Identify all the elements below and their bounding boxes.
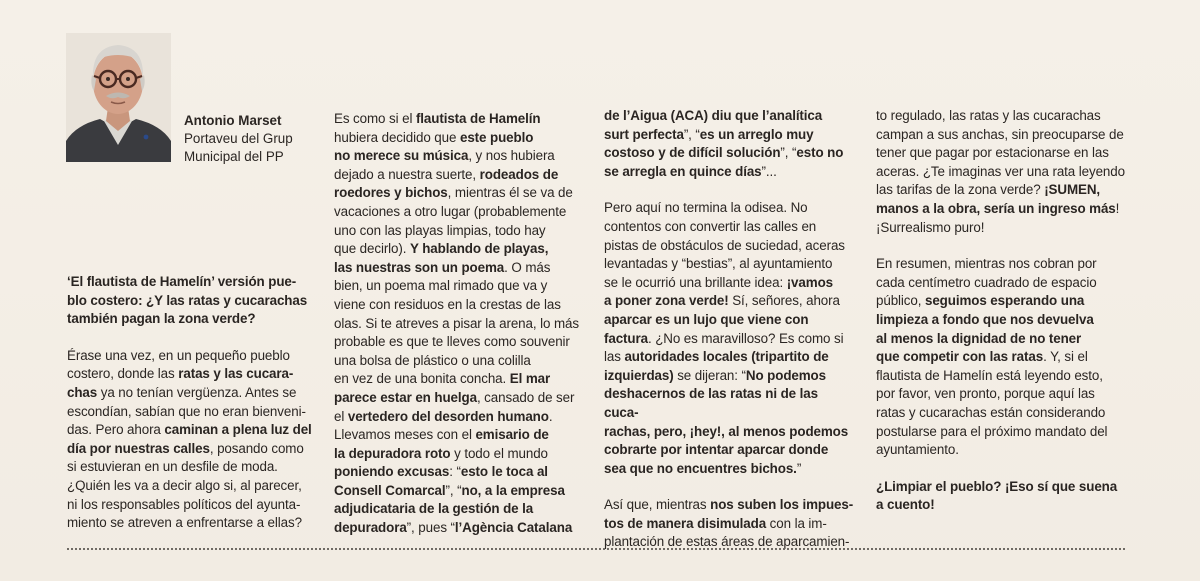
text-run: Sí, señores, ahora: [728, 293, 840, 309]
text-run: to regulado, las ratas y las cucarachas: [876, 108, 1101, 123]
text-run: ¡SUMEN,: [1044, 182, 1101, 198]
text-run: escondían, sabían que no eran bienveni-: [67, 403, 306, 419]
text-run: olas. Si te atreves a pisar la arena, lo más: [334, 315, 579, 331]
text-run: seguimos esperando una: [924, 293, 1085, 309]
text-run: El mar: [509, 371, 551, 387]
text-run: las nuestras son un poema: [334, 259, 505, 275]
text-run: chas: [67, 384, 98, 400]
text-run: no, a la empresa: [461, 482, 565, 498]
text-run: das. Pero ahora: [67, 422, 165, 438]
text-run: poniendo excusas: [334, 464, 450, 480]
paragraph: [604, 199, 854, 478]
text-run: dejado a nuestra suerte,: [334, 166, 480, 182]
text-run: costoso y de difícil solución: [604, 145, 781, 161]
text-run: no merece su música: [334, 148, 469, 164]
text-run: ¡Surrealismo puro!: [876, 219, 985, 235]
text-run: parece estar en huelga: [334, 389, 477, 405]
text-run: plantación de estas áreas de aparcamien-: [604, 534, 850, 550]
text-run: factura: [604, 330, 648, 346]
text-run: se le ocurrió una brillante idea:: [604, 274, 787, 290]
author-role-line1: Portaveu del Grup: [184, 131, 293, 146]
text-run: deshacernos de las ratas ni de las cuca-: [604, 386, 818, 420]
text-run: Llevamos meses con el: [334, 427, 476, 443]
text-run: esto no: [796, 145, 844, 161]
text-run: depuradora: [334, 520, 407, 536]
text-run: Es como si el: [334, 111, 416, 126]
text-run: Érase una vez, en un pequeño pueblo: [67, 347, 290, 363]
dotted-divider: [67, 548, 1125, 550]
text-run: ratas y cucarachas están considerando: [876, 404, 1106, 420]
author-photo: [66, 33, 171, 162]
text-run: ”, “: [780, 145, 797, 161]
author-portrait-image: [66, 33, 171, 162]
text-run: .: [548, 408, 553, 424]
article-column-2: [334, 110, 584, 556]
text-run: blo costero: ¿Y las ratas y cucarachas: [67, 292, 308, 308]
text-run: también pagan la zona verde?: [67, 311, 256, 327]
text-run: hubiera decidido que: [334, 129, 460, 145]
paragraph: [876, 107, 1126, 237]
text-run: ¡vamos: [786, 274, 833, 290]
closing-paragraph: [876, 478, 1126, 515]
text-run: ”: [796, 460, 802, 476]
text-run: cobrarte por intentar aparcar donde: [604, 442, 829, 458]
text-run: este pueblo: [459, 129, 534, 145]
paragraph: [67, 347, 317, 533]
text-run: de l’Aigua (ACA) diu que l’analítica: [604, 108, 823, 123]
text-run: !: [1115, 200, 1120, 216]
text-run: ”, “: [683, 126, 700, 142]
text-run: ”, pues “: [406, 520, 455, 536]
text-run: sea que no encuentres bichos.: [604, 460, 797, 476]
article-column-1: [67, 273, 317, 551]
text-run: que decirlo).: [334, 241, 411, 257]
author-name: Antonio Marset: [184, 113, 282, 128]
text-run: viene con residuos en la crestas de las: [334, 296, 561, 312]
text-run: . Y, si el: [1043, 349, 1088, 365]
text-run: probable es que te lleves como souvenir: [334, 334, 570, 350]
article-heading: [67, 273, 317, 329]
text-run: . O más: [504, 259, 551, 275]
text-run: a poner zona verde!: [604, 293, 729, 309]
text-run: que competir con las ratas: [876, 349, 1044, 365]
text-run: l’Agència Catalana: [454, 520, 573, 536]
text-run: flautista de Hamelín está leyendo esto,: [876, 367, 1103, 383]
text-run: ”, “: [445, 482, 462, 498]
paragraph: [334, 110, 584, 538]
text-run: En resumen, mientras nos cobran por: [876, 256, 1097, 272]
text-run: costero, donde las: [67, 366, 179, 382]
text-run: las tarifas de la zona verde?: [876, 182, 1045, 198]
text-run: izquierdas): [604, 367, 674, 383]
text-run: , cansado de ser: [476, 389, 575, 405]
text-run: postularse para el próximo mandato del: [876, 423, 1108, 439]
text-run: autoridades locales (tripartito de: [624, 349, 829, 365]
text-run: manos a la obra, sería un ingreso más: [876, 200, 1116, 216]
text-run: si estuvieran en un desfile de moda.: [67, 459, 278, 475]
text-run: Consell Comarcal: [334, 482, 446, 498]
text-run: uno con las playas limpias, todo hay: [334, 222, 546, 238]
text-run: día por nuestras calles: [67, 440, 210, 456]
text-run: ‘El flautista de Hamelín’ versión pue-: [67, 274, 297, 289]
paragraph: [604, 496, 854, 552]
text-run: ya no tenían vergüenza. Antes se: [97, 384, 297, 400]
text-run: adjudicataria de la gestión de la: [334, 501, 534, 517]
article-column-3: [604, 107, 854, 570]
text-run: tos de manera disimulada: [604, 515, 767, 531]
text-run: en vez de una bonita concha.: [334, 371, 510, 387]
text-run: caminan a plena luz del: [164, 422, 312, 438]
text-run: nos suben los impues-: [710, 497, 854, 513]
text-run: Y hablando de playas,: [410, 241, 549, 257]
text-run: ni los responsables políticos del ayunta-: [67, 496, 301, 512]
text-run: . ¿No es maravilloso? Es como si: [647, 330, 844, 346]
text-run: roedores y bichos: [334, 185, 448, 201]
text-run: contentos con convertir las calles en: [604, 218, 817, 234]
text-run: público,: [876, 293, 925, 309]
text-run: cada centímetro cuadrado de espacio: [876, 274, 1097, 290]
text-run: ¿Limpiar el pueblo? ¡Eso sí que suena: [876, 478, 1118, 494]
text-run: surt perfecta: [604, 126, 684, 142]
text-run: campan a sus anchas, sin preocuparse de: [876, 126, 1124, 142]
text-run: : “: [449, 464, 461, 480]
text-run: vacaciones a otro lugar (probablemente: [334, 203, 567, 219]
text-run: , posando como: [209, 440, 304, 456]
text-run: esto le toca al: [460, 464, 548, 480]
text-run: ¿Quién les va a decir algo si, al parecer,: [67, 477, 302, 493]
text-run: el: [334, 408, 348, 424]
text-run: la depuradora roto: [334, 445, 451, 461]
text-run: , mientras él se va de: [447, 185, 573, 201]
text-run: rodeados de: [479, 166, 559, 182]
paragraph: [876, 255, 1126, 460]
text-run: aparcar es un lujo que viene con: [604, 311, 809, 327]
text-run: flautista de Hamelín: [415, 111, 541, 126]
text-run: rachas, pero, ¡hey!, al menos podemos: [604, 423, 849, 439]
author-role-line2: Municipal del PP: [184, 149, 284, 164]
text-run: vertedero del desorden humano: [347, 408, 549, 424]
text-run: pistas de obstáculos de suciedad, aceras: [604, 237, 845, 253]
text-run: miento se atreven a enfrentarse a ellas?: [67, 515, 302, 531]
text-run: levantadas y “bestias”, al ayuntamiento: [604, 256, 833, 272]
text-run: ayuntamiento.: [876, 442, 959, 458]
text-run: , y nos hubiera: [468, 148, 555, 164]
text-run: con la im-: [766, 515, 827, 531]
text-run: ratas y las cucara-: [178, 366, 294, 382]
text-run: y todo el mundo: [450, 445, 548, 461]
text-run: emisario de: [475, 427, 549, 443]
text-run: es un arreglo muy: [699, 126, 814, 142]
text-run: a cuento!: [876, 497, 935, 513]
text-run: No podemos: [745, 367, 826, 383]
text-run: por favor, ven pronto, porque aquí las: [876, 386, 1095, 402]
text-run: se dijeran: “: [673, 367, 746, 383]
article-column-4: [876, 107, 1126, 533]
text-run: al menos la dignidad de no tener: [876, 330, 1082, 346]
text-run: limpieza a fondo que nos devuelva: [876, 311, 1094, 327]
text-run: tener que pagar por estacionarse en las: [876, 145, 1109, 161]
text-run: una bolsa de plástico o una colilla: [334, 352, 531, 368]
text-run: aceras. ¿Te imaginas ver una rata leyendo: [876, 163, 1125, 179]
text-run: Así que, mientras: [604, 497, 711, 513]
text-run: ”...: [761, 163, 777, 179]
paragraph: [604, 107, 854, 181]
text-run: las: [604, 349, 625, 365]
author-block: [184, 112, 324, 166]
text-run: Pero aquí no termina la odisea. No: [604, 200, 808, 216]
text-run: se arregla en quince días: [604, 163, 762, 179]
text-run: bien, un poema mal rimado que va y: [334, 278, 548, 294]
